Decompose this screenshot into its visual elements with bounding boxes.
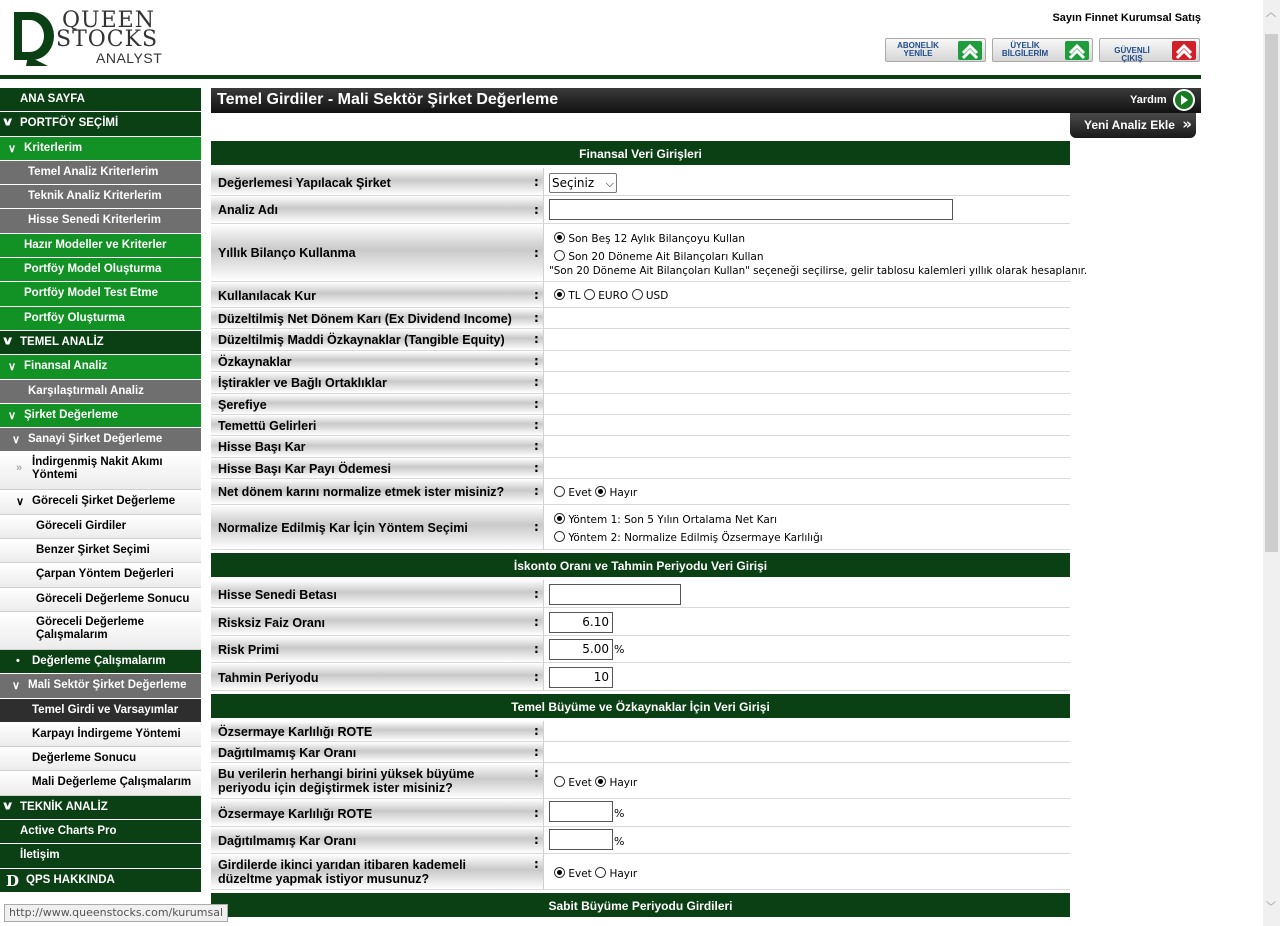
field-label: Düzeltilmiş Maddi Özkaynaklar (Tangible Equity)	[218, 333, 505, 348]
normalize-no-radio[interactable]	[595, 486, 606, 497]
sidebar-item-label: QPS HAKKINDA	[26, 873, 115, 886]
currency-euro-radio[interactable]	[584, 289, 595, 300]
valuation-form	[211, 141, 1088, 920]
sidebar-item[interactable]	[0, 844, 201, 868]
row-retention-2: Dağıtılmamış Kar Oranı : %	[211, 827, 1070, 854]
sidebar-item[interactable]	[0, 307, 201, 331]
sidebar-item[interactable]	[0, 331, 201, 355]
radio-icon[interactable]	[554, 531, 565, 542]
field-label: İştirakler ve Bağlı Ortaklıklar	[218, 376, 387, 391]
up-arrow-icon	[1065, 41, 1089, 60]
sidebar-item[interactable]	[0, 137, 201, 161]
field-label: Hisse Başı Kar Payı Ödemesi	[218, 461, 392, 476]
sidebar-item[interactable]	[0, 161, 201, 185]
sidebar-item-label: PORTFÖY SEÇİMİ	[20, 117, 119, 130]
sidebar-item-label: Temel Girdi ve Varsayımlar	[32, 703, 179, 716]
field-label: Hisse Başı Kar	[218, 440, 306, 455]
label-retention: Dağıtılmamış Kar Oranı	[218, 746, 357, 761]
new-analysis-button[interactable]	[1070, 113, 1196, 138]
label-annual-balance: Yıllık Bilanço Kullanma	[218, 246, 356, 260]
sidebar-item[interactable]	[0, 869, 201, 893]
sidebar-item-label: Göreceli Değerleme Çalışmalarım	[36, 615, 145, 641]
sidebar-item-label: Hisse Senedi Kriterlerim	[28, 214, 161, 227]
analysis-name-input[interactable]	[549, 199, 953, 220]
row-normalize: Net dönem karını normalize etmek ister misiniz? : Evet Hayır	[211, 479, 1070, 505]
section-growth-equity: Temel Büyüme ve Özkaynaklar İçin Veri Girişi	[211, 691, 1070, 721]
sidebar-item-label: Mali Değerleme Çalışmalarım	[32, 776, 192, 789]
riskfree-input[interactable]: 6.10	[549, 612, 613, 633]
field-value	[543, 458, 1070, 478]
logo-mark-icon	[10, 10, 58, 66]
sidebar-item-label: Benzer Şirket Seçimi	[36, 544, 150, 557]
chevron-down-icon: ∨	[8, 409, 17, 422]
sidebar-item[interactable]	[0, 112, 201, 136]
sidebar-item[interactable]	[0, 563, 201, 587]
row-goodwill: Şerefiye :	[211, 394, 1070, 415]
sidebar-item[interactable]	[0, 490, 201, 514]
up-arrow-icon	[1172, 41, 1196, 60]
section-stable-growth: Sabit Büyüme Periyodu Girdileri	[211, 890, 1070, 920]
label-retention-2: Dağıtılmamış Kar Oranı	[218, 834, 357, 849]
gradual-yes-radio[interactable]	[554, 867, 565, 878]
sidebar-item[interactable]	[0, 771, 201, 795]
rote-input[interactable]	[549, 801, 613, 822]
sidebar-item[interactable]	[0, 258, 201, 282]
chevron-down-icon: ⌵	[605, 177, 614, 190]
sidebar-item-label: Finansal Analiz	[24, 360, 108, 373]
gradual-options: Evet Hayır	[554, 867, 637, 880]
label-rote: Özsermaye Karlılığı ROTE	[218, 725, 373, 740]
play-icon[interactable]	[1173, 89, 1195, 111]
membership-info-button[interactable]	[992, 38, 1093, 62]
annual-option-1[interactable]: Son Beş 12 Aylık Bilançoyu Kullan	[554, 232, 745, 245]
section-financial-inputs: Finansal Veri Girişleri	[211, 141, 1070, 168]
company-select[interactable]	[549, 173, 617, 193]
field-value	[543, 329, 1070, 349]
sidebar-item-label: Sanayi Şirket Değerleme	[28, 433, 163, 446]
chevron-down-icon: ∨	[8, 361, 17, 374]
sidebar-item[interactable]	[0, 515, 201, 539]
queen-stocks-logo[interactable]	[8, 8, 168, 68]
double-chevron-down-icon: ˅˅	[3, 114, 6, 131]
sidebar-item[interactable]	[0, 820, 201, 844]
row-period: Tahmin Periyodu : 10	[211, 663, 1070, 691]
label-rote-2: Özsermaye Karlılığı ROTE	[218, 807, 373, 822]
chevron-down-icon: ∨	[8, 142, 17, 155]
annual-note: "Son 20 Döneme Ait Bilançoları Kullan" seçeneği seçilirse, gelir tablosu kalemleri yıllık olarak hesaplanır.	[549, 265, 1088, 277]
gradual-no-radio[interactable]	[595, 867, 606, 878]
logo-text-stocks: STOCKS	[56, 27, 159, 52]
row-premium: Risk Primi : 5.00 %	[211, 636, 1070, 663]
beta-input[interactable]	[549, 584, 681, 605]
chevron-down-icon: ∨	[12, 434, 21, 447]
label-beta: Hisse Senedi Betası	[218, 588, 337, 603]
label-normalize: Net dönem karını normalize etmek ister misiniz?	[218, 485, 505, 500]
sidebar-item-label: Göreceli Değerleme Sonucu	[36, 592, 190, 605]
renew-subscription-label: ABONELİK YENİLE	[897, 41, 939, 58]
sidebar-item[interactable]	[0, 355, 201, 379]
label-method: Normalize Edilmiş Kar İçin Yöntem Seçimi	[218, 521, 468, 536]
scroll-down-icon[interactable]: ﹀	[1266, 902, 1276, 913]
sidebar-item[interactable]	[0, 588, 201, 612]
sidebar-item-label: Göreceli Girdiler	[36, 519, 127, 532]
status-bar-url: http://www.queenstocks.com/kurumsal	[4, 904, 228, 922]
radio-selected-icon[interactable]	[554, 513, 565, 524]
sidebar-item-label: Teknik Analiz Kriterlerim	[28, 190, 162, 203]
qps-logo-icon: D	[6, 871, 20, 890]
sidebar-nav	[0, 88, 201, 893]
field-value	[543, 351, 1070, 371]
sidebar-item-label: TEMEL ANALİZ	[20, 335, 104, 348]
double-chevron-down-icon: ˅˅	[3, 797, 6, 814]
row-affiliates: İştirakler ve Bağlı Ortaklıklar :	[211, 372, 1070, 393]
sidebar-item-label: ANA SAYFA	[20, 93, 85, 105]
row-retention: Dağıtılmamış Kar Oranı :	[211, 742, 1070, 763]
change-options: Evet Hayır	[554, 776, 637, 789]
row-net-profit: Düzeltilmiş Net Dönem Karı (Ex Dividend Income) :	[211, 308, 1070, 329]
header-divider	[0, 75, 1201, 79]
label-gradual-question: Girdilerde ikinci yarıdan itibaren kademeli düzeltme yapmak istiyor musunuz?	[218, 858, 467, 887]
sidebar-item-label: TEKNİK ANALİZ	[20, 800, 108, 813]
sidebar-item-label: İletişim	[20, 849, 60, 862]
sidebar-item-label: Portföy Oluşturma	[24, 311, 125, 324]
label-company: Değerlemesi Yapılacak Şirket	[218, 176, 391, 190]
row-method: Normalize Edilmiş Kar İçin Yöntem Seçimi : Yöntem 1: Son 5 Yılın Ortalama Net Karı Yöntem 2: Normalize Edilmiş Özsermaye Karlılığı	[211, 505, 1070, 550]
sidebar-item-label: İndirgenmiş Nakit Akımı Yöntemi	[32, 456, 163, 482]
radio-icon[interactable]	[554, 250, 565, 261]
double-chevron-right-icon: »	[1182, 115, 1192, 133]
row-tangible: Düzeltilmiş Maddi Özkaynaklar (Tangible Equity) :	[211, 329, 1070, 350]
percent-sign: %	[614, 835, 625, 849]
sidebar-item[interactable]	[0, 723, 201, 747]
sidebar-item[interactable]	[0, 539, 201, 563]
method-option-2[interactable]: Yöntem 2: Normalize Edilmiş Özsermaye Karlılığı	[554, 531, 823, 544]
label-analysis-name: Analiz Adı	[218, 203, 278, 217]
help-link[interactable]: Yardım	[1130, 94, 1167, 106]
scrollbar-thumb[interactable]	[1265, 34, 1278, 552]
label-riskfree: Risksiz Faiz Oranı	[218, 616, 325, 631]
double-chevron-right-icon: »	[16, 462, 23, 475]
sidebar-item[interactable]	[0, 747, 201, 771]
period-input[interactable]: 10	[549, 667, 613, 688]
row-annual-balance: Yıllık Bilanço Kullanma : Son Beş 12 Aylık Bilançoyu Kullan Son 20 Döneme Ait Bilançoları Kullan "Son 20 Döneme Ait Bilançoları Kullan" seçeneği seçilirse, gelir tablosu kalemleri yıllık olarak hesaplanır.	[211, 224, 1070, 282]
sidebar-item-label: Hazır Modeller ve Kriterler	[24, 238, 167, 251]
label-currency: Kullanılacak Kur	[218, 289, 316, 303]
sidebar-item-label: Değerleme Sonucu	[32, 752, 137, 765]
field-value	[543, 415, 1070, 435]
sidebar-item[interactable]	[0, 234, 201, 258]
annual-option-2[interactable]: Son 20 Döneme Ait Bilançoları Kullan	[554, 250, 764, 263]
premium-input[interactable]: 5.00	[549, 639, 613, 660]
field-label: Düzeltilmiş Net Dönem Karı (Ex Dividend Income)	[218, 312, 512, 326]
percent-sign: %	[614, 643, 625, 657]
secure-logout-label: GÜVENLİ ÇIKIŞ	[1114, 46, 1150, 63]
scroll-up-icon[interactable]: ︿	[1266, 8, 1276, 19]
secure-logout-button[interactable]	[1099, 38, 1200, 62]
sidebar-item-label: Çarpan Yöntem Değerleri	[36, 568, 174, 581]
sidebar-item[interactable]	[0, 282, 201, 306]
sidebar-item-label: Portföy Model Oluşturma	[24, 263, 162, 276]
section-discount-rate: İskonto Oranı ve Tahmin Periyodu Veri Girişi	[211, 550, 1070, 580]
currency-options: TL EURO USD	[554, 289, 668, 302]
vertical-scrollbar[interactable]	[1263, 0, 1280, 926]
sidebar-item-label: Mali Sektör Şirket Değerleme	[28, 679, 187, 692]
sidebar-item[interactable]	[0, 796, 201, 820]
label-period: Tahmin Periyodu	[218, 671, 319, 686]
chevron-down-icon: ∨	[16, 496, 25, 509]
new-analysis-label: Yeni Analiz Ekle	[1084, 118, 1175, 132]
row-change-question: Bu verilerin herhangi birini yüksek büyüme periyodu için değiştirmek ister misiniz? : Evet Hayır	[211, 763, 1070, 799]
currency-tl-radio[interactable]	[554, 289, 565, 300]
label-premium: Risk Primi	[218, 643, 280, 658]
logo-text-queen: QUEEN	[62, 8, 155, 33]
sidebar-item-label: Active Charts Pro	[20, 825, 117, 838]
row-analysis-name: Analiz Adı :	[211, 196, 1070, 224]
row-dps: Hisse Başı Kar Payı Ödemesi :	[211, 458, 1070, 479]
sidebar-item-label: Kriterlerim	[24, 141, 83, 154]
sidebar-item[interactable]	[0, 185, 201, 209]
field-label: Özkaynaklar	[218, 354, 292, 369]
field-label: Şerefiye	[218, 397, 267, 412]
page-title-bar	[211, 88, 1201, 113]
row-equity: Özkaynaklar :	[211, 351, 1070, 372]
normalize-options: Evet Hayır	[554, 486, 637, 499]
renew-subscription-button[interactable]	[885, 38, 986, 62]
change-no-radio[interactable]	[595, 776, 606, 787]
sidebar-item[interactable]	[0, 428, 201, 452]
user-greeting: Sayın Finnet Kurumsal Satış	[1052, 12, 1201, 24]
bullet-icon: •	[16, 654, 20, 667]
normalize-yes-radio[interactable]	[554, 486, 565, 497]
company-select-value: Seçiniz	[552, 176, 595, 190]
page-title: Temel Girdiler - Mali Sektör Şirket Değerleme	[217, 91, 559, 108]
percent-sign: %	[614, 807, 625, 821]
field-value	[543, 308, 1070, 328]
chevron-down-icon: ∨	[12, 680, 21, 693]
field-label: Temettü Gelirleri	[218, 418, 317, 433]
sidebar-item-label: Şirket Değerleme	[24, 408, 118, 421]
sidebar-item-label: Karşılaştırmalı Analiz	[28, 384, 144, 397]
retention-input[interactable]	[549, 829, 613, 850]
sidebar-item[interactable]	[0, 452, 201, 490]
row-gradual-question: Girdilerde ikinci yarıdan itibaren kademeli düzeltme yapmak istiyor musunuz? : Evet Hayır	[211, 854, 1070, 890]
row-currency: Kullanılacak Kur : TL EURO USD	[211, 282, 1070, 308]
currency-usd-radio[interactable]	[632, 289, 643, 300]
sidebar-item-label: Karpayı İndirgeme Yöntemi	[32, 727, 181, 740]
sidebar-item[interactable]	[0, 88, 201, 112]
sidebar-item[interactable]	[0, 612, 201, 650]
sidebar-item-label: Temel Analiz Kriterlerim	[28, 165, 159, 178]
method-option-1[interactable]: Yöntem 1: Son 5 Yılın Ortalama Net Karı	[554, 513, 777, 526]
sidebar-item-label: Değerleme Çalışmalarım	[32, 654, 166, 667]
sidebar-item[interactable]	[0, 650, 201, 674]
field-value	[543, 372, 1070, 392]
logo-text-analyst: ANALYST	[96, 50, 163, 66]
row-riskfree: Risksiz Faiz Oranı : 6.10	[211, 608, 1070, 636]
sidebar-item[interactable]	[0, 209, 201, 233]
field-value	[543, 436, 1070, 456]
sidebar-item-label: Portföy Model Test Etme	[24, 287, 158, 300]
row-dividend-income: Temettü Gelirleri :	[211, 415, 1070, 436]
field-value	[543, 394, 1070, 414]
sidebar-item[interactable]	[0, 674, 201, 698]
row-beta: Hisse Senedi Betası :	[211, 580, 1070, 608]
row-company: Değerlemesi Yapılacak Şirket : Seçiniz ⌵	[211, 168, 1070, 196]
sidebar-item[interactable]	[0, 380, 201, 404]
sidebar-item-label: Göreceli Şirket Değerleme	[32, 495, 176, 508]
double-chevron-down-icon: ˅˅	[3, 332, 6, 349]
sidebar-item[interactable]	[0, 699, 201, 723]
change-yes-radio[interactable]	[554, 776, 565, 787]
row-eps: Hisse Başı Kar :	[211, 436, 1070, 457]
row-rote: Özsermaye Karlılığı ROTE :	[211, 721, 1070, 742]
membership-info-label: ÜYELİK BİLGİLERİM	[1001, 41, 1049, 58]
row-rote-2: Özsermaye Karlılığı ROTE : %	[211, 799, 1070, 827]
label-change-question: Bu verilerin herhangi birini yüksek büyüme periyodu için değiştirmek ister misiniz?	[218, 767, 475, 796]
sidebar-item[interactable]	[0, 404, 201, 428]
radio-selected-icon[interactable]	[554, 232, 565, 243]
up-arrow-icon	[958, 41, 982, 60]
